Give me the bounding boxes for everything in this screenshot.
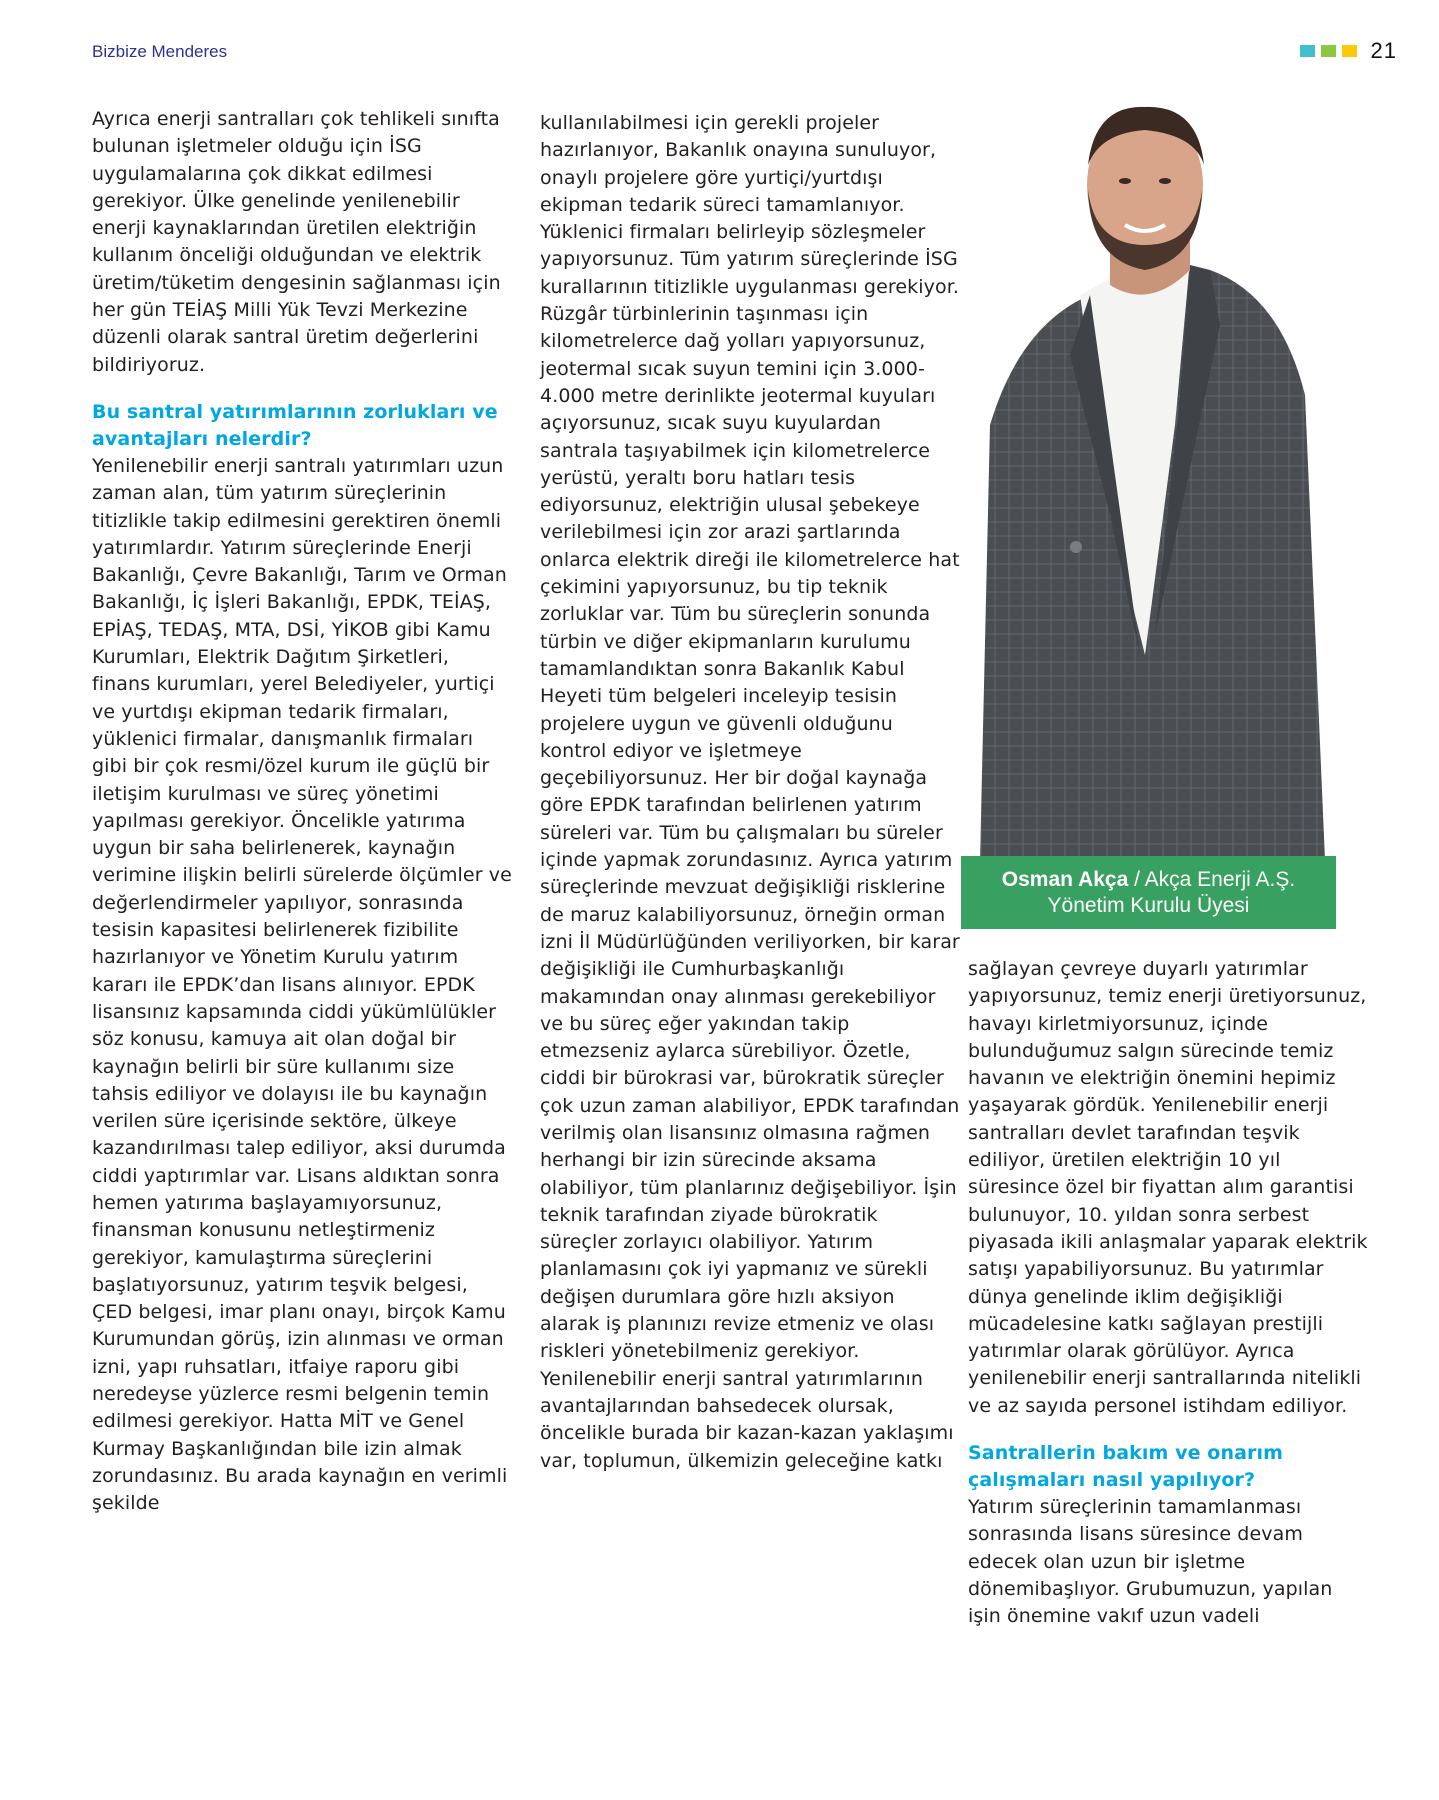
caption-line-1 (961, 867, 1336, 893)
color-square-teal (1300, 45, 1315, 57)
color-square-green (1321, 45, 1336, 57)
color-square-yellow (1342, 45, 1357, 57)
article-column-3 (968, 956, 1368, 1631)
company-name: Akça Enerji A.Ş. (1144, 867, 1296, 891)
person-name: Osman Akça (1001, 867, 1129, 891)
paragraph: sağlayan çevreye duyarlı yatırımlar yapıyorsunuz, temiz enerji üretiyorsunuz, havayı kirletmiyorsunuz, içinde bulunduğumuz salgın sürecinde temiz havanın ve elektriğin önemini hepimiz yaşayarak gördük. Yenilenebilir enerji santralları devlet tarafından teşvik ediliyor, üretilen elektriğin 10 yıl süresince özel bir fiyattan alım garantisi bulunuyor, 10. yıldan sonra serbest piyasada ikili anlaşmalar yaparak elektrik satışı yapabiliyorsunuz. Bu yatırımlar dünya genelinde iklim değişikliği mücadelesine katkı sağlayan prestijli yatırımlar olarak görülüyor. Ayrıca yenilenebilir enerji santrallarında nitelikli ve az sayıda personel istihdam ediliyor. (968, 958, 1368, 1417)
portrait-photo (960, 95, 1338, 860)
caption-separator: / (1128, 867, 1145, 891)
question-heading: Bu santral yatırımlarının zorlukları ve avantajları nelerdir? (92, 400, 498, 450)
paragraph: kullanılabilmesi için gerekli projeler hazırlanıyor, Bakanlık onayına sunuluyor, onaylı projelere göre yurtiçi/yurtdışı ekipman tedarik süreci tamamlanıyor. Yüklenici firmaları belirleyip sözleşmeler yapıyorsunuz. Tüm yatırım süreçlerinde İSG kurallarının titizlikle uygulanması gerekiyor. Rüzgâr türbinlerinin taşınması için kilometrelerce dağ yolları yapıyorsunuz, jeotermal sıcak suyun temini için 3.000-4.000 metre derinlikte jeotermal kuyuları açıyorsunuz, sıcak suyu kuyulardan santrala taşıyabilmek için kilometrelerce yerüstü, yeraltı boru hatları tesis ediyorsunuz, elektriğin ulusal şebekeye verilebilmesi için zor arazi şartlarında onlarca elektrik direği ile kilometrelerce hat çekimini yapıyorsunuz, bu tip teknik zorluklar var. Tüm bu süreçlerin sonunda türbin ve diğer ekipmanların kurulumu tamamlandıktan sonra Bakanlık Kabul Heyeti tüm belgeleri inceleyip tesisin projelere uygun ve güvenli olduğunu kontrol ediyor ve işletmeye geçebiliyorsunuz. Her bir doğal kaynağa göre EPDK tarafından belirlenen yatırım süreleri var. Tüm bu çalışmaları bu süreler içinde yapmak zorundasınız. Ayrıca yatırım süreçlerinde mevzuat değişikliği risklerine de maruz kalabiliyorsunuz, örneğin orman izni İl Müdürlüğünden veriliyorken, bir karar değişikliği ile Cumhurbaşkanlığı makamından onay alınması gerekebiliyor ve bu süreç eğer yakından takip etmezseniz aylarca sürebiliyor. Özetle, ciddi bir bürokrasi var, bürokratik süreçler çok uzun zaman alabiliyor, EPDK tarafından verilmiş olan lisansınız olmasına rağmen herhangi bir izin sürecinde aksama olabiliyor, tüm planlarınız değişebiliyor. İşin teknik tarafından ziyade bürokratik süreçler zorlayıcı olabiliyor. Yatırım planlamasını çok iyi yapmanız ve sürekli değişen durumlara göre hızlı aksiyon alarak iş planınızı revize etmeniz ve olası riskleri yönetebilmeniz gerekiyor. Yenilenebilir enerji santral yatırımlarının avantajlarından bahsedecek olursak, öncelikle burada bir kazan-kazan yaklaşımı var, toplumun, ülkemizin geleceğine katkı (540, 112, 960, 1472)
photo-caption (961, 856, 1336, 929)
paragraph: Yatırım süreçlerinin tamamlanması sonrasında lisans süresince devam edecek olan uzun bir işletme dönemibaşlıyor. Grubumuzun, yapılan işin önemine vakıf uzun vadeli (968, 1496, 1333, 1628)
article-column-1 (92, 106, 512, 1518)
person-role: Yönetim Kurulu Üyesi (1047, 893, 1250, 917)
magazine-title: Bizbize Menderes (92, 42, 228, 61)
paragraph: Ayrıca enerji santralları çok tehlikeli sınıfta bulunan işletmeler olduğu için İSG uygulamalarına çok dikkat edilmesi gerekiyor. Ülke genelinde yenilenebilir enerji kaynaklarından üretilen elektriğin kullanım önceliği olduğundan ve elektrik üretim/tüketim dengesinin sağlanması için her gün TEİAŞ Milli Yük Tevzi Merkezine düzenli olarak santral üretim değerlerini bildiriyoruz. (92, 108, 501, 376)
question-heading: Santrallerin bakım ve onarım çalışmaları nasıl yapılıyor? (968, 1442, 1283, 1492)
article-column-2 (540, 110, 960, 1475)
paragraph: Yenilenebilir enerji santralı yatırımları uzun zaman alan, tüm yatırım süreçlerinin titizlikle takip edilmesini gerektiren önemli yatırımlardır. Yatırım süreçlerinde Enerji Bakanlığı, Çevre Bakanlığı, Tarım ve Orman Bakanlığı, İç İşleri Bakanlığı, EPDK, TEİAŞ, EPİAŞ, TEDAŞ, MTA, DSİ, YİKOB gibi Kamu Kurumları, Elektrik Dağıtım Şirketleri, finans kurumları, yerel Belediyeler, yurtiçi ve yurtdışı ekipman tedarik firmaları, yüklenici firmalar, danışmanlık firmaları gibi bir çok resmi/özel kurum ile güçlü bir iletişim kurulması ve süreç yönetimi yapılması gerekiyor. Öncelikle yatırıma uygun bir saha belirlenerek, kaynağın verimine ilişkin belirli sürelerde ölçümler ve değerlendirmeler yapılıyor, sonrasında tesisin kapasitesi belirlenerek fizibilite hazırlanıyor ve Yönetim Kurulu yatırım kararı ile EPDK’dan lisans alınıyor. EPDK lisansınız kapsamında ciddi yükümlülükler söz konusu, kamuya ait olan doğal bir kaynağın belirli bir süre kullanımı size tahsis ediliyor ve dolayısı ile bu kaynağın verilen süre içerisinde sektöre, ülkeye kazandırılması talep ediliyor, aksi durumda ciddi yaptırımlar var. Lisans aldıktan sonra hemen yatırıma başlayamıyorsunuz, finansman konusunu netleştirmeniz gerekiyor, kamulaştırma süreçlerini başlatıyorsunuz, yatırım teşvik belgesi, ÇED belgesi, imar planı onayı, birçok Kamu Kurumundan görüş, izin alınması ve orman izni, yapı ruhsatları, itfaiye raporu gibi neredeyse yüzlerce resmi belgenin temin edilmesi gerekiyor. Hatta MİT ve Genel Kurmay Başkanlığından bile izin almak zorundasınız. Bu arada kaynağın en verimli şekilde (92, 454, 512, 1515)
portrait-illustration (960, 95, 1338, 860)
page-marker (1300, 38, 1397, 64)
page-number: 21 (1370, 38, 1397, 63)
